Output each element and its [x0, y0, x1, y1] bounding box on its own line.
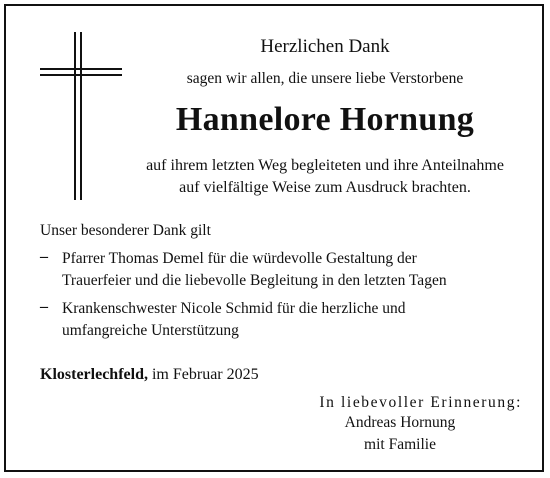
special-thanks-intro: Unser besonderer Dank gilt [40, 222, 211, 239]
deceased-name: Hannelore Hornung [175, 101, 475, 138]
list-item-line: Krankenschwester Nicole Schmid für die herzliche und [62, 300, 406, 317]
cross-icon-vertical-bar-2 [80, 32, 82, 200]
list-item-text [62, 298, 405, 342]
signature-name: Andreas Hornung [344, 414, 456, 431]
list-item-line: Pfarrer Thomas Demel für die würdevolle Gestaltung der [62, 250, 417, 267]
cross-icon-vertical-bar [74, 32, 76, 200]
cross-icon-horizontal-bar-2 [40, 74, 122, 76]
list-item-line: umfangreiche Unterstützung [62, 322, 239, 339]
memory-label: In liebevoller Erinnerung: [319, 394, 522, 411]
notice-intro: sagen wir allen, die unsere liebe Verstorbene [186, 70, 464, 87]
place-date [40, 366, 259, 384]
thanks-line-2: auf vielfältige Weise zum Ausdruck brachten. [179, 179, 471, 196]
dash-bullet: – [40, 248, 48, 265]
date: im Februar 2025 [147, 366, 259, 383]
list-item-line: Trauerfeier und die liebevolle Begleitung in den letzten Tagen [62, 272, 447, 289]
thanks-line-1: auf ihrem letzten Weg begleiteten und ihre Anteilnahme [146, 157, 504, 174]
list-item-text [62, 248, 447, 292]
signature-family: mit Familie [364, 436, 436, 453]
place: Klosterlechfeld, [40, 366, 148, 383]
cross-icon-horizontal-bar [40, 68, 122, 70]
notice-heading: Herzlichen Dank [260, 36, 390, 57]
dash-bullet: – [40, 298, 48, 315]
